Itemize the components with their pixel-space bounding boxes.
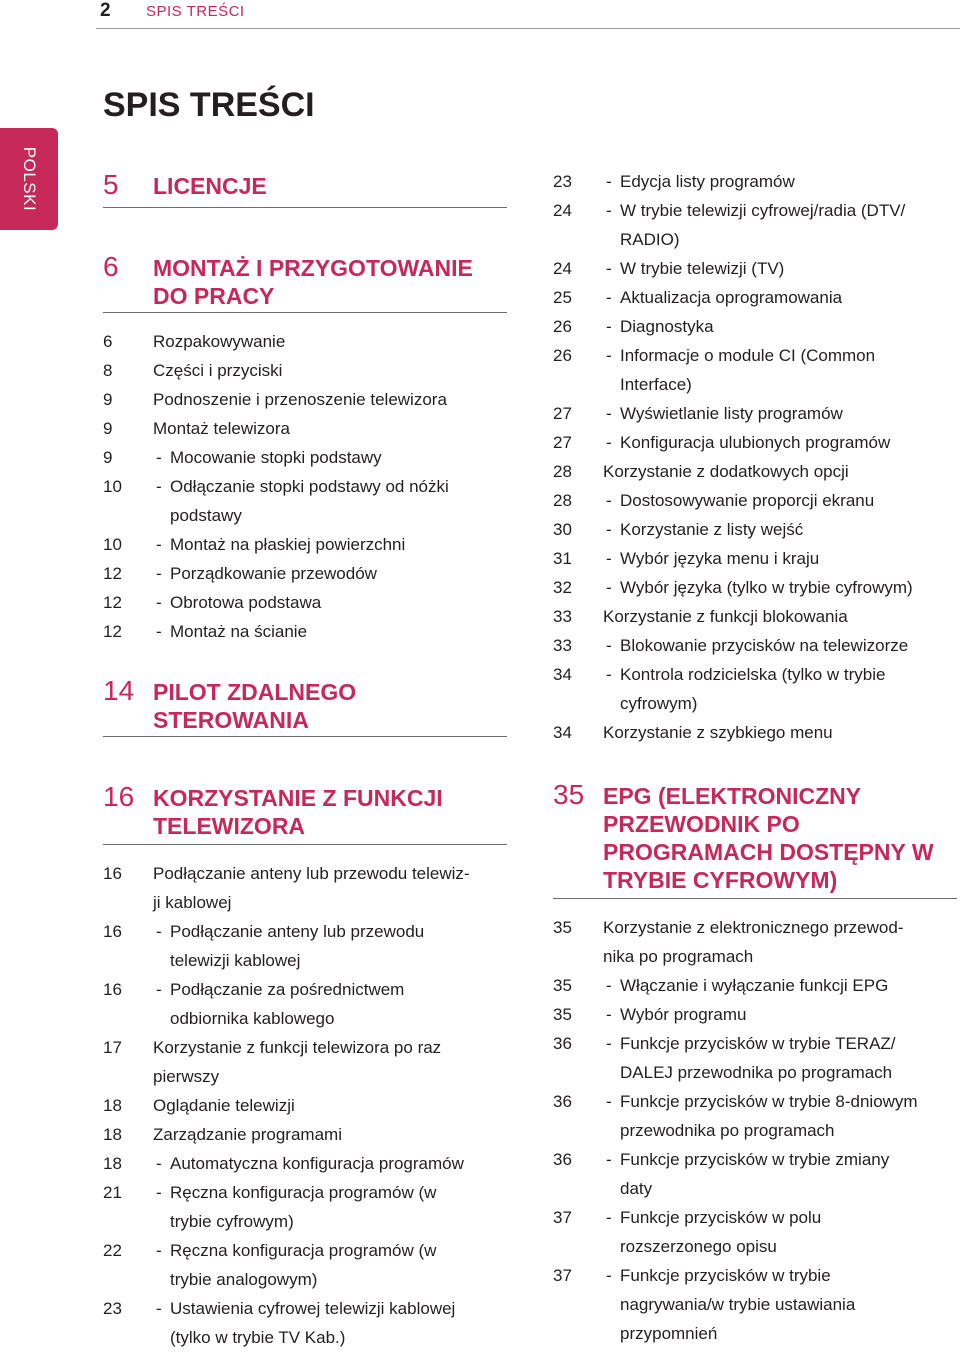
entry-page-number: 8 [103,361,113,380]
entry-page-number: 9 [103,419,113,438]
entry-dash: - [156,564,162,583]
entry-dash: - [606,1005,612,1024]
section-title: PILOT ZDALNEGO STEROWANIA [153,679,357,733]
entry-page-number: 18 [103,1096,122,1115]
entry-title: Rozpakowywanie [153,332,286,351]
toc-section [103,0,509,1347]
section-page-number: 14 [103,675,135,706]
entry-title: Edycja listy programów [620,172,795,191]
entry-title: Podłączanie anteny lub przewodu telewiz- ji kablowej [153,864,470,912]
entry-page-number: 34 [553,665,572,684]
entry-page-number: 27 [553,433,572,452]
entry-title: Mocowanie stopki podstawy [170,448,382,467]
entry-dash: - [156,477,162,496]
entry-title: Zarządzanie programami [153,1125,342,1144]
entry-page-number: 25 [553,288,572,307]
entry-page-number: 26 [553,317,572,336]
entry-title: Obrotowa podstawa [170,593,322,612]
entry-dash: - [606,317,612,336]
entry-page-number: 22 [103,1241,122,1260]
entry-page-number: 12 [103,593,122,612]
entry-page-number: 34 [553,723,572,742]
entry-page-number: 28 [553,462,572,481]
entry-dash: - [156,622,162,641]
entry-title: Funkcje przycisków w trybie TERAZ/ DALEJ przewodnika po programach [620,1034,896,1082]
entry-page-number: 24 [553,259,572,278]
header-title: SPIS TREŚCI [146,3,245,20]
entry-title: Wyświetlanie listy programów [620,404,843,423]
entry-title: Korzystanie z szybkiego menu [603,723,833,742]
entry-title: Ręczna konfiguracja programów (w trybie analogowym) [170,1241,437,1289]
entry-page-number: 6 [103,332,113,351]
entry-dash: - [156,593,162,612]
entry-page-number: 24 [553,201,572,220]
entry-page-number: 35 [553,1005,572,1024]
entry-dash: - [156,1154,162,1173]
entry-title: Podłączanie anteny lub przewodu telewizji kablowej [170,922,425,970]
entry-title: Automatyczna konfiguracja programów [170,1154,464,1173]
entry-page-number: 26 [553,346,572,365]
entry-dash: - [606,636,612,655]
entry-page-number: 10 [103,477,122,496]
entry-page-number: 16 [103,922,122,941]
section-page-number: 6 [103,251,119,282]
entry-page-number: 23 [553,172,572,191]
entry-title: Części i przyciski [153,361,283,380]
language-tab-label: POLSKI [20,146,39,212]
entry-page-number: 28 [553,491,572,510]
entry-dash: - [606,259,612,278]
entry-title: Diagnostyka [620,317,714,336]
entry-title: Konfiguracja ulubionych programów [620,433,891,452]
entry-page-number: 23 [103,1299,122,1318]
entry-title: Wybór języka (tylko w trybie cyfrowym) [620,578,913,597]
entry-title: Podłączanie za pośrednictwem odbiornika kablowego [170,980,405,1028]
entry-title: Aktualizacja oprogramowania [620,288,843,307]
entry-title: Informacje o module CI (Common Interface) [620,346,876,394]
entry-page-number: 18 [103,1154,122,1173]
section-divider [103,844,507,845]
entry-title: Funkcje przycisków w trybie 8-dniowym przewodnika po programach [620,1092,918,1140]
entry-title: Wybór języka menu i kraju [620,549,820,568]
entry-dash: - [606,1208,612,1227]
entry-page-number: 10 [103,535,122,554]
entry-page-number: 37 [553,1266,572,1285]
entry-dash: - [156,922,162,941]
entry-title: Dostosowywanie proporcji ekranu [620,491,875,510]
entry-dash: - [606,1266,612,1285]
page-number: 2 [100,0,111,21]
entry-page-number: 32 [553,578,572,597]
entry-title: W trybie telewizji (TV) [620,259,785,278]
entry-dash: - [606,520,612,539]
entry-page-number: 9 [103,448,113,467]
entry-dash: - [606,1092,612,1111]
entry-dash: - [606,288,612,307]
section-page-number: 16 [103,781,135,812]
entry-dash: - [606,491,612,510]
entry-dash: - [606,346,612,365]
entry-title: Podnoszenie i przenoszenie telewizora [153,390,447,409]
section-divider [553,898,957,899]
entry-page-number: 35 [553,918,572,937]
entry-dash: - [156,535,162,554]
language-tab [0,128,58,230]
entry-title: Montaż na płaskiej powierzchni [170,535,406,554]
entry-title: Porządkowanie przewodów [170,564,377,583]
entry-title: Korzystanie z funkcji blokowania [603,607,848,626]
entry-dash: - [156,1183,162,1202]
entry-page-number: 9 [103,390,113,409]
entry-page-number: 18 [103,1125,122,1144]
entry-page-number: 17 [103,1038,122,1057]
entry-title: Funkcje przycisków w polu rozszerzonego opisu [620,1208,822,1256]
entry-dash: - [606,172,612,191]
entry-title: Korzystanie z dodatkowych opcji [603,462,849,481]
entry-dash: - [156,980,162,999]
entry-title: Kontrola rodzicielska (tylko w trybie cyfrowym) [620,665,886,713]
entry-page-number: 16 [103,864,122,883]
entry-title: Blokowanie przycisków na telewizorze [620,636,909,655]
entry-dash: - [156,448,162,467]
entry-page-number: 12 [103,622,122,641]
entry-dash: - [606,404,612,423]
entry-title: Oglądanie telewizji [153,1096,295,1115]
entry-page-number: 12 [103,564,122,583]
section-title: MONTAŻ I PRZYGOTOWANIE DO PRACY [153,255,473,309]
entry-page-number: 36 [553,1150,572,1169]
entry-title: W trybie telewizji cyfrowej/radia (DTV/ RADIO) [620,201,906,249]
entry-dash: - [606,578,612,597]
entry-title: Korzystanie z funkcji telewizora po raz pierwszy [153,1038,442,1086]
section-title: EPG (ELEKTRONICZNY PRZEWODNIK PO PROGRAMACH DOSTĘPNY W TRYBIE CYFROWYM) [603,783,934,893]
entry-page-number: 33 [553,636,572,655]
entry-page-number: 30 [553,520,572,539]
entry-dash: - [156,1241,162,1260]
entry-page-number: 36 [553,1092,572,1111]
section-page-number: 35 [553,779,585,810]
entry-title: Wybór programu [620,1005,747,1024]
entry-page-number: 21 [103,1183,122,1202]
entry-title: Włączanie i wyłączanie funkcji EPG [620,976,889,995]
entry-page-number: 16 [103,980,122,999]
entry-dash: - [606,201,612,220]
entry-title: Odłączanie stopki podstawy od nóżki podstawy [170,477,449,525]
entry-title: Montaż telewizora [153,419,291,438]
entry-title: Korzystanie z listy wejść [620,520,804,539]
entry-dash: - [606,549,612,568]
entry-title: Ustawienia cyfrowej telewizji kablowej (tylko w trybie TV Kab.) [170,1299,456,1347]
entry-title: Funkcje przycisków w trybie zmiany daty [620,1150,890,1198]
entry-dash: - [606,1034,612,1053]
entry-page-number: 27 [553,404,572,423]
entry-title: Funkcje przycisków w trybie nagrywania/w trybie ustawiania przypomnień [620,1266,856,1343]
entry-page-number: 35 [553,976,572,995]
entry-dash: - [606,1150,612,1169]
toc-section [553,0,959,1347]
entry-dash: - [156,1299,162,1318]
page-title: SPIS TREŚCI [103,86,315,124]
entry-dash: - [606,433,612,452]
entry-page-number: 31 [553,549,572,568]
section-title: LICENCJE [153,173,267,199]
entry-dash: - [606,976,612,995]
entry-page-number: 37 [553,1208,572,1227]
entry-title: Korzystanie z elektronicznego przewod- nika po programach [603,918,904,966]
entry-title: Ręczna konfiguracja programów (w trybie cyfrowym) [170,1183,437,1231]
entry-dash: - [606,665,612,684]
entry-page-number: 36 [553,1034,572,1053]
section-title: KORZYSTANIE Z FUNKCJI TELEWIZORA [153,785,443,839]
entry-page-number: 33 [553,607,572,626]
entry-title: Montaż na ścianie [170,622,308,641]
section-page-number: 5 [103,169,119,200]
